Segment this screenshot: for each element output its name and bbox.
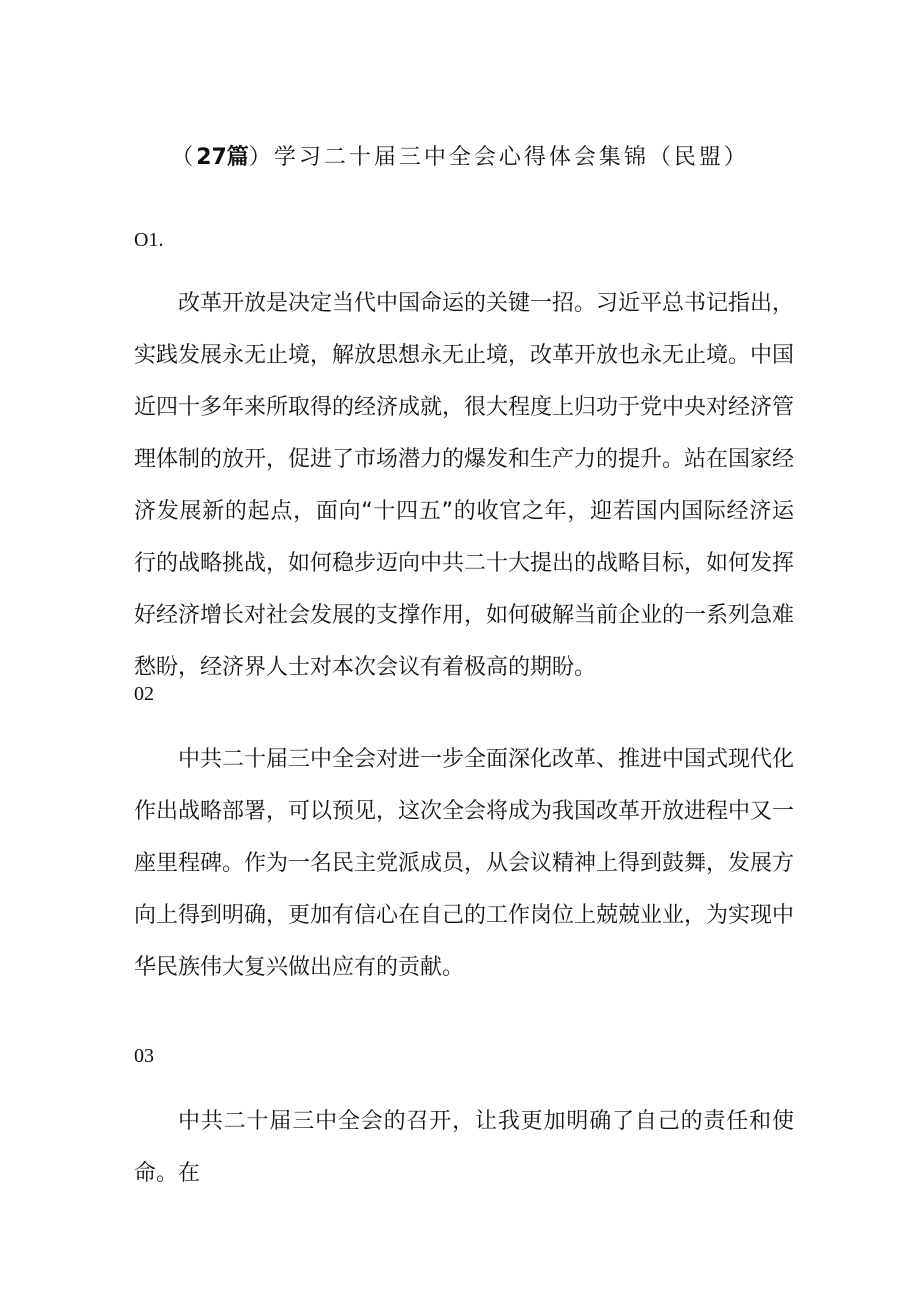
section-number-2: 02 [134, 683, 154, 705]
section-paragraph-2: 中共二十届三中全会对进一步全面深化改革、推进中国式现代化作出战略部署，可以预见，这次全会将成为我国改革开放进程中又一座里程碑。作为一名民主党派成员，从会议精神上得到鼓舞，发展方向上得到明确，更加有信心在自己的工作岗位上兢兢业业，为实现中华民族伟大复兴做出应有的贡献。 [134, 747, 795, 980]
title-text: ）学习二十届三中全会心得体会集锦（民盟） [248, 145, 749, 170]
section-number-1: O1. [134, 229, 164, 251]
section-number-3: 03 [134, 1045, 154, 1067]
section-paragraph-3: 中共二十届三中全会的召开，让我更加明确了自己的责任和使命。在 [134, 1109, 794, 1186]
document-title [0, 138, 920, 178]
section-paragraph-1: 改革开放是决定当代中国命运的关键一招。习近平总书记指出，实践发展永无止境，解放思想永无止境，改革开放也永无止境。中国近四十多年来所取得的经济成就，很大程度上归功于党中央对经济管理体制的放开，促进了市场潜力的爆发和生产力的提升。站在国家经济发展新的起点，面向“十四五”的收官之年，迎若国内国际经济运行的战略挑战，如何稳步迈向中共二十大提出的战略目标，如何发挥好经济增长对社会发展的支撑作用，如何破解当前企业的一系列急难愁盼，经济界人士对本次会议有着极高的期盼。 [134, 291, 795, 680]
title-article-count: 27篇 [196, 145, 249, 170]
title-open-paren: （ [171, 145, 197, 170]
